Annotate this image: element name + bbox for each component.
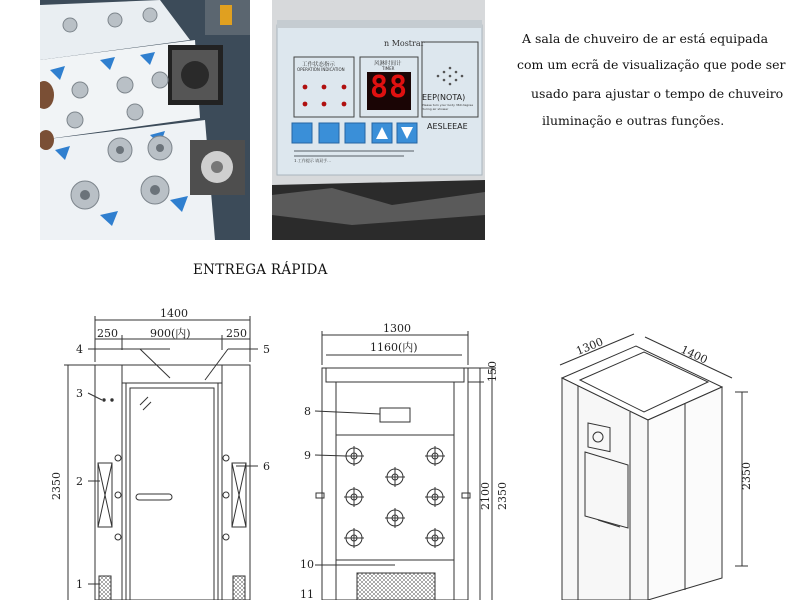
status-code-2: AESLEEAE	[427, 122, 468, 131]
nozzle-panels-photo	[40, 0, 250, 240]
callout-10: 10	[300, 558, 314, 571]
timer-sub: TIMER	[382, 66, 395, 71]
front-inner-width-label: 900(内)	[150, 327, 191, 340]
iso-height-label: 2350	[740, 462, 753, 490]
caption-line-3: usado para ajustar o tempo de chuveiro	[531, 86, 784, 101]
status-code: EEP(NOTA)	[422, 93, 466, 102]
delivery-heading: ENTREGA RÁPIDA	[193, 262, 328, 278]
callout-8: 8	[304, 405, 311, 418]
side-view-drawing	[315, 331, 496, 600]
side-top-dim-label: 150	[486, 361, 499, 382]
front-view-drawing	[64, 316, 258, 600]
side-view-nozzles	[344, 446, 445, 548]
callout-4: 4	[76, 343, 83, 356]
callout-6: 6	[263, 460, 270, 473]
nozzle-panels-illustration	[40, 0, 250, 240]
side-outer-height-label: 2350	[496, 482, 509, 510]
iso-depth-label: 1300	[574, 335, 606, 358]
operation-indication-label: 工作状态指示	[302, 62, 336, 68]
prompt-note: Please turn your body 360 degree during air shower	[422, 104, 474, 111]
front-view-labels	[50, 307, 270, 591]
timer-label: 风淋时间计	[374, 61, 402, 67]
note-line: 1.工作提示 请双手…	[294, 158, 332, 163]
caption-line-1: A sala de chuveiro de ar está equipada	[522, 31, 769, 46]
callout-2: 2	[76, 475, 83, 488]
front-width-label: 1400	[160, 307, 188, 320]
iso-width-label: 1400	[678, 342, 710, 367]
operation-indication-sub: OPERATION INDICATION	[297, 67, 345, 72]
callout-1: 1	[76, 578, 83, 591]
side-inner-height-label: 2100	[479, 482, 492, 510]
iso-view-drawing	[560, 334, 748, 600]
caption-line-4: iluminação e outras funções.	[542, 113, 725, 128]
side-inner-width-label: 1160(内)	[370, 341, 418, 354]
callout-5: 5	[263, 343, 270, 356]
caption-line-2: com um ecrã de visualização que pode ser	[517, 57, 786, 72]
control-panel-photo	[272, 0, 485, 240]
side-view-labels	[300, 322, 509, 600]
callout-3: 3	[76, 387, 83, 400]
callout-11: 11	[300, 588, 314, 600]
front-height-label: 2350	[50, 472, 63, 500]
led-display: 88	[369, 70, 409, 105]
control-panel-illustration	[272, 0, 485, 240]
iso-view-labels	[574, 335, 753, 490]
side-width-label: 1300	[383, 322, 411, 335]
callout-9: 9	[304, 449, 311, 462]
front-side-left-label: 250	[97, 327, 118, 340]
front-side-right-label: 250	[226, 327, 247, 340]
panel-title: n Mostrar	[384, 39, 425, 48]
